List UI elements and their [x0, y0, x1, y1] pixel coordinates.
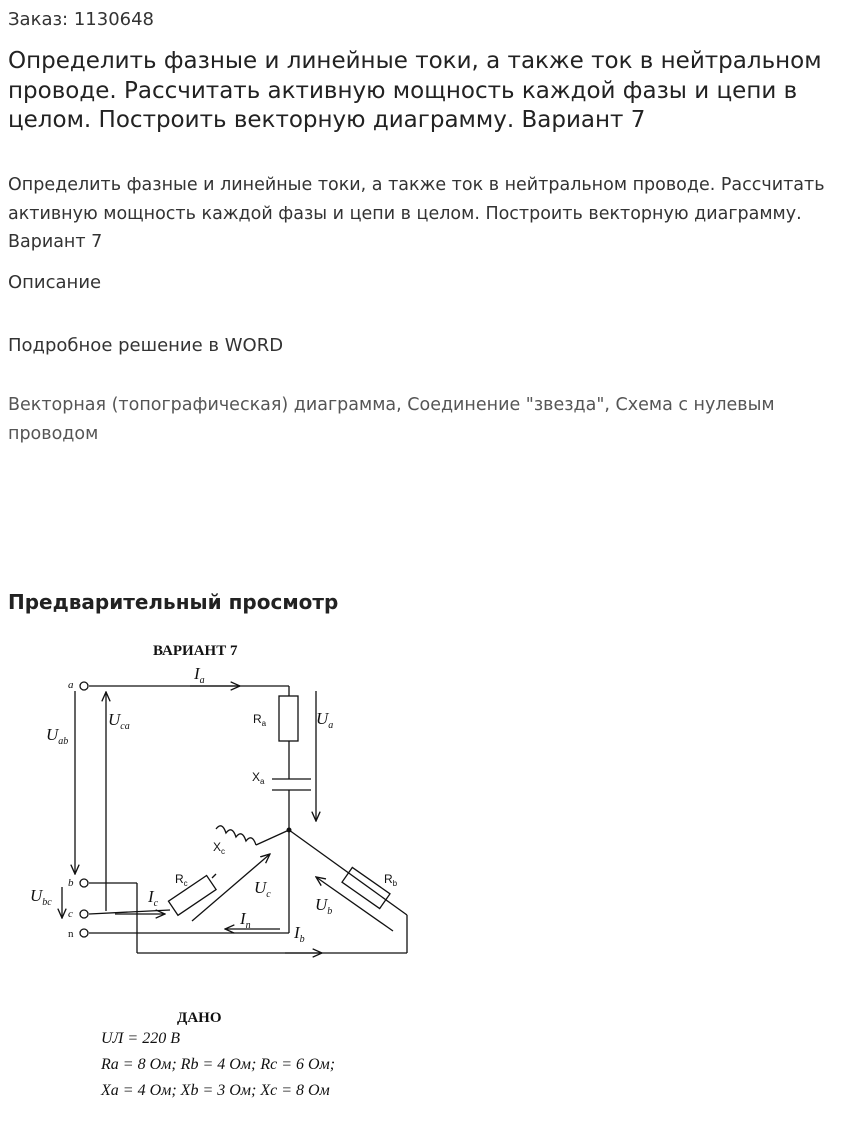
label-ib: $I_b$ — [294, 923, 305, 945]
preview-image — [0, 625, 847, 1123]
label-ubc: $U_{bc}$ — [30, 886, 52, 908]
label-ic: $I_c$ — [148, 887, 159, 909]
label-ia: $I_a$ — [194, 664, 205, 686]
terminal-n-label: n — [68, 928, 74, 940]
description-text: Подробное решение в WORD — [8, 335, 284, 356]
terminal-a — [80, 682, 88, 690]
label-ra: $R_a$ — [253, 712, 267, 728]
label-xa: $X_a$ — [252, 770, 265, 786]
order-label: Заказ: — [8, 9, 69, 30]
page-title: Определить фазные и линейные токи, а также ток в нейтральном проводе. Рассчитать активную мощность каждой фазы и цепи в целом. Построить векторную диаграмму. Вариант 7 — [8, 48, 822, 133]
wire-c-mid — [212, 874, 216, 878]
preview-heading: Предварительный просмотр — [8, 590, 339, 614]
terminal-n — [80, 929, 88, 937]
given-line-3: Xa = 4 Ом; Xb = 3 Ом; Xc = 8 Ом — [101, 1082, 330, 1099]
label-uc: $U_c$ — [254, 878, 271, 900]
terminal-b — [80, 879, 88, 887]
resistor-ra — [279, 696, 298, 741]
terminal-c — [80, 910, 88, 918]
label-uab: $U_{ab}$ — [46, 725, 69, 747]
star-node — [287, 828, 292, 833]
order-number — [8, 9, 154, 30]
label-ub: $U_b$ — [315, 895, 333, 917]
terminal-c-label: c — [68, 908, 73, 920]
wire-c-top — [256, 830, 289, 845]
variant-title: ВАРИАНТ 7 — [153, 643, 238, 659]
label-rb: $R_b$ — [384, 872, 398, 888]
inductor-xc — [216, 826, 256, 845]
terminal-a-label: a — [68, 679, 74, 691]
label-in: $I_n$ — [240, 909, 251, 931]
given-title: ДАНО — [177, 1010, 222, 1026]
terminal-b-label: b — [68, 877, 74, 889]
label-uca: $U_{ca}$ — [108, 710, 130, 732]
arrow-ub — [316, 877, 393, 931]
label-xc: $X_c$ — [213, 840, 226, 856]
label-rc: $R_c$ — [175, 872, 188, 888]
description-heading: Описание — [8, 272, 102, 293]
given-line-2: Ra = 8 Ом; Rb = 4 Ом; Rc = 6 Ом; — [101, 1056, 336, 1073]
label-ua: $U_a$ — [316, 709, 334, 731]
lead-text: Определить фазные и линейные токи, а также ток в нейтральном проводе. Рассчитать активную мощность каждой фазы и цепи в целом. Построить векторную диаграмму. Вариант 7 — [8, 175, 825, 252]
given-line-1: UЛ = 220 В — [101, 1030, 180, 1047]
circuit-diagram — [0, 625, 847, 1123]
order-value: 1130648 — [73, 9, 155, 30]
tags-text: Векторная (топографическая) диаграмма, Соединение "звезда", Схема с нулевым проводом — [8, 395, 775, 444]
